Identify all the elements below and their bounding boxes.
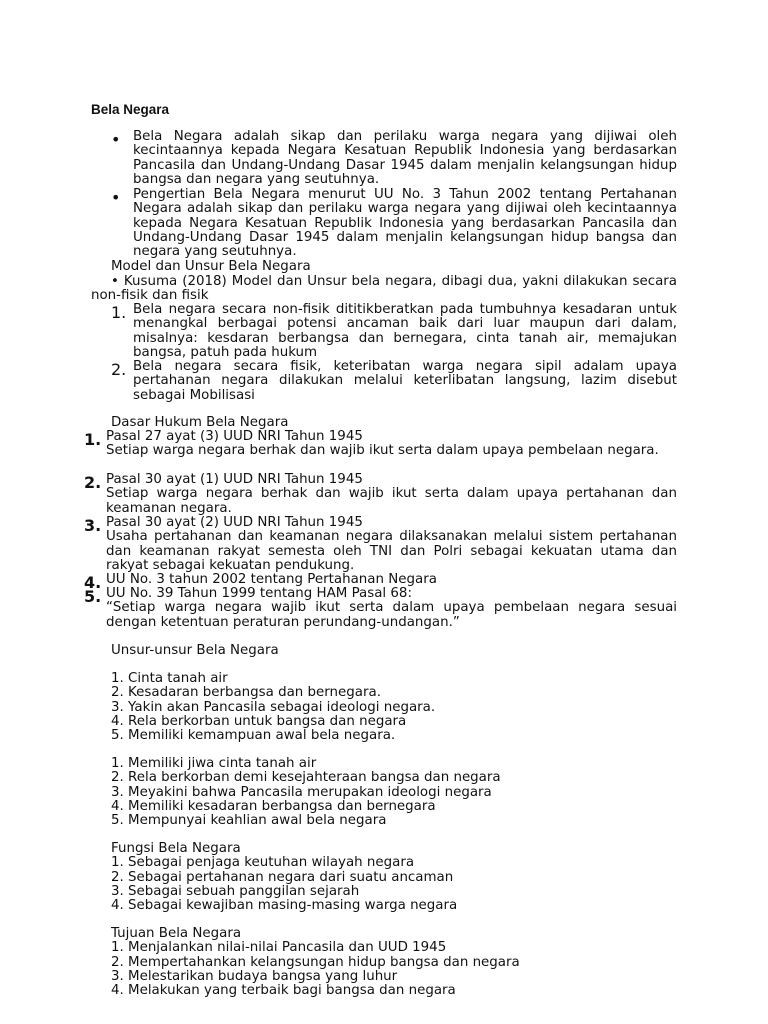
dasar-title: UU No. 39 Tahun 1999 tentang HAM Pasal 68: [106, 586, 412, 601]
list-item: 3. Meyakini bahwa Pancasila merupakan ideologi negara [111, 784, 492, 800]
list-item: 1. Memiliki jiwa cinta tanah air [111, 756, 317, 771]
list-item: 3. Yakin akan Pancasila sebagai ideologi negara. [111, 699, 436, 715]
model-list-item [111, 303, 677, 360]
section-heading-unsur: Unsur-unsur Bela Negara [111, 643, 279, 658]
dasar-text: “Setiap warga negara wajib ikut serta dalam upaya pembelaan negara sesuai dengan ketentuan peraturan perundang-undangan.” [106, 600, 677, 630]
list-item: 5. Memiliki kemampuan awal bela negara. [111, 728, 396, 744]
list-item: 1. Sebagai penjaga keutuhan wilayah negara [111, 855, 415, 871]
list-number: 4. [84, 573, 102, 592]
list-item: 4. Rela berkorban untuk bangsa dan negara [111, 713, 407, 729]
dasar-text: Setiap warga negara berhak dan wajib ikut serta dalam upaya pertahanan dan keamanan negara. [106, 486, 677, 516]
dasar-item [84, 587, 677, 630]
list-item: 1. Cinta tanah air [111, 671, 228, 686]
list-number: 1. [111, 303, 127, 322]
bullet-item [111, 130, 677, 187]
section-fungsi [111, 842, 457, 913]
list-number: 3. [84, 516, 102, 535]
dasar-item [84, 430, 677, 459]
dasar-title: Pasal 27 ayat (3) UUD NRI Tahun 1945 [106, 429, 363, 444]
list-item: 2. Mempertahankan kelangsungan hidup bangsa dan negara [111, 954, 520, 970]
list-text: Bela negara secara non-fisik dititikberatkan pada tumbuhnya kesadaran untuk menangkal berbagai potensi ancaman baik dari luar maupun dari dalam, misalnya: kesdaran berbangsa dan bernegara, cinta tanah air, memajukan bangsa, patuh pada hukum [133, 302, 677, 360]
unsur-list-a [111, 672, 435, 743]
list-number: 2. [84, 473, 102, 492]
document-title: Bela Negara [91, 102, 170, 117]
list-item: 2. Kesadaran berbangsa dan bernegara. [111, 685, 381, 701]
bullet-item [111, 188, 677, 259]
list-item: 4. Melakukan yang terbaik bagi bangsa dan negara [111, 983, 456, 999]
dasar-item [84, 473, 677, 516]
section-heading-tujuan: Tujuan Bela Negara [111, 926, 242, 941]
bullet-text: Pengertian Bela Negara menurut UU No. 3 Tahun 2002 tentang Pertahanan Negara adalah sikap dan perilaku warga negara yang dijiwai oleh kecintaannya kepada Negara Kesatuan Republik Indonesia yang berdasarkan Pancasila dan Undang-Undang Dasar 1945 dalam menjalin kelangsungan hidup bangsa dan negara yang seutuhnya. [133, 187, 677, 260]
list-item: 2. Sebagai pertahanan negara dari suatu ancaman [111, 869, 454, 885]
list-text: Bela negara secara fisik, keteribatan warga negara sipil adalam upaya pertahanan negara dilakukan melalui keterlibatan langsung, lazim disebut sebagai Mobilisasi [133, 359, 677, 403]
list-item: 5. Mempunyai keahlian awal bela negara [111, 813, 387, 829]
list-number: 2. [111, 360, 127, 379]
unsur-list-b [111, 757, 501, 828]
section-heading-model: Model dan Unsur Bela Negara [111, 259, 311, 274]
dasar-title: Pasal 30 ayat (1) UUD NRI Tahun 1945 [106, 472, 363, 487]
list-item: 3. Sebagai sebuah panggilan sejarah [111, 883, 360, 899]
bullet-marker: • [111, 130, 121, 149]
list-item: 3. Melestarikan budaya bangsa yang luhur [111, 968, 398, 984]
bullet-text: Bela Negara adalah sikap dan perilaku warga negara yang dijiwai oleh kecintaannya kepada Negara Kesatuan Republik Indonesia yang berdasarkan Pancasila dan Undang-Undang Dasar 1945 dalam menjalin kelangsungan hidup bangsa dan negara yang seutuhnya. [133, 129, 677, 187]
section-heading-fungsi: Fungsi Bela Negara [111, 841, 241, 856]
model-intro: • Kusuma (2018) Model dan Unsur bela negara, dibagi dua, yakni dilakukan secara non-fisik dan fisik [91, 274, 677, 304]
list-item: 1. Menjalankan nilai-nilai Pancasila dan UUD 1945 [111, 940, 447, 956]
dasar-title: UU No. 3 tahun 2002 tentang Pertahanan Negara [106, 572, 437, 587]
section-tujuan [111, 927, 520, 998]
bullet-marker: • [111, 188, 121, 207]
list-number: 1. [84, 430, 102, 449]
list-item: 4. Sebagai kewajiban masing-masing warga negara [111, 898, 458, 914]
list-number: 5. [84, 587, 102, 606]
dasar-title: Pasal 30 ayat (2) UUD NRI Tahun 1945 [106, 515, 363, 530]
dasar-text: Setiap warga negara berhak dan wajib ikut serta dalam upaya pembelaan negara. [106, 443, 659, 459]
model-list-item [111, 360, 677, 403]
dasar-item [84, 516, 677, 573]
list-item: 4. Memiliki kesadaran berbangsa dan bernegara [111, 798, 436, 814]
section-heading-dasar-hukum: Dasar Hukum Bela Negara [111, 415, 289, 430]
dasar-text: Usaha pertahanan dan keamanan negara dilaksanakan melalui sistem pertahanan dan keamanan rakyat semesta oleh TNI dan Polri sebagai kekuatan utama dan rakyat sebagai kekuatan pendukung. [106, 529, 677, 573]
list-item: 2. Rela berkorban demi kesejahteraan bangsa dan negara [111, 770, 501, 786]
